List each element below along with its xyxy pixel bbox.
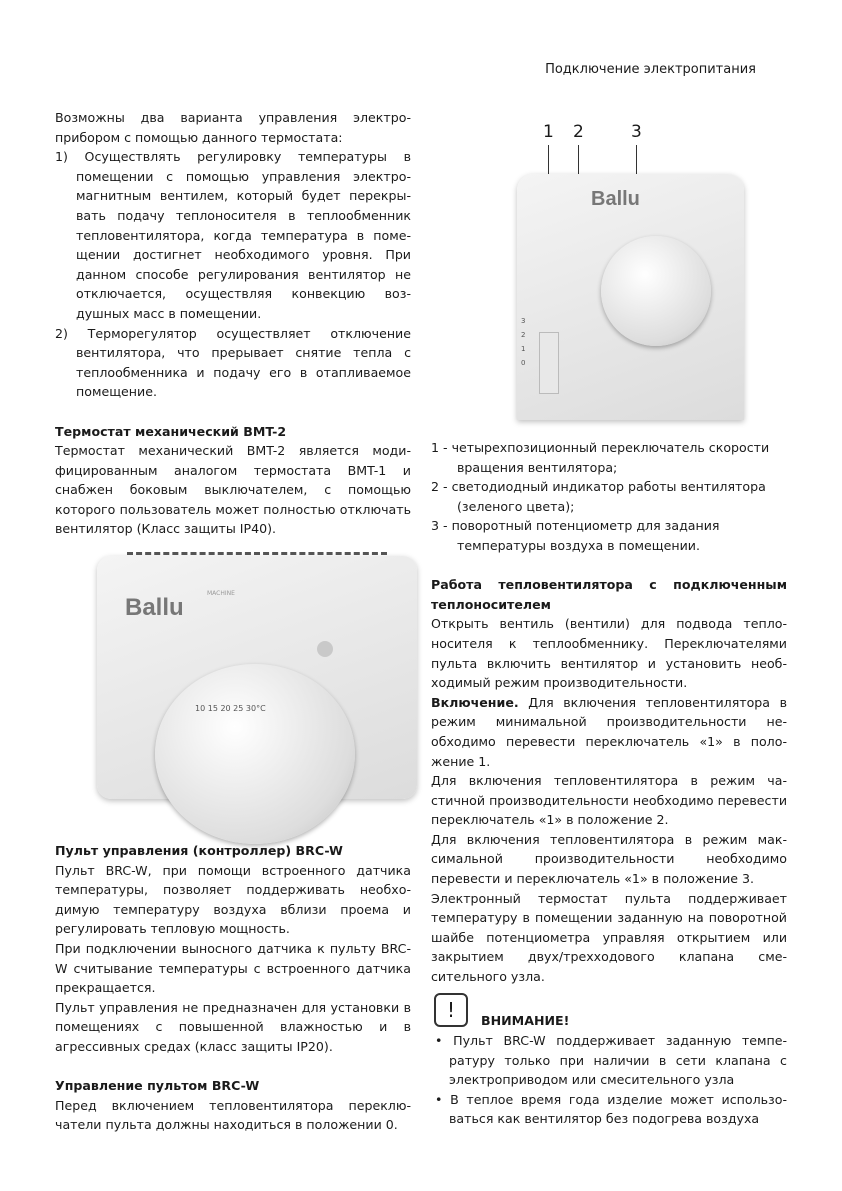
- section-heading: Термостат механический BMT-2: [55, 423, 287, 439]
- legend-item: 3 - поворотный потенциометр для задания температуры воздуха в помещении.: [431, 518, 720, 553]
- callout-label: 1: [543, 122, 554, 142]
- paragraph: Пульт управления не предназначен для установки в помещениях с повышенной влажностью и в агрессивных средах (класс защиты IP20).: [55, 999, 411, 1054]
- paragraph: Для включения тепловентилятора в режим частичной производительности необходимо перевести переключатель «1» в положение 2.: [431, 773, 787, 828]
- list-item: 2) Терморегулятор осуществляет отключение вентилятора, что прерывает снятие тепла с теплообменника и подачу его в отапливаемое помещение.: [55, 325, 411, 400]
- logo-sub: MACHINE: [207, 590, 235, 597]
- section-heading: Работа тепловентилятора с подключенным теплоносителем: [431, 577, 787, 612]
- brc-w-controller-image: [517, 174, 744, 420]
- bullet-item: • В теплое время года изделие может использоваться как вентилятор без подогрева воздуха: [435, 1091, 788, 1127]
- legend-item: 1 - четырехпозиционный переключатель скорости вращения вентилятора;: [431, 440, 770, 475]
- section-heading: Пульт управления (контроллер) BRC-W: [55, 843, 343, 858]
- legend-item: 2 - светодиодный индикатор работы вентилятора (зеленого цвета);: [431, 479, 766, 514]
- paragraph: Для включения тепловентилятора в режим максимальной производительности необходимо перевести и переключатель «1» в положение 3.: [431, 831, 787, 887]
- callout-label: 3: [631, 122, 642, 142]
- paragraph: Электронный термостат пульта поддерживает температуру в помещении заданную на поворотной шайбе потенциометра управляя открытием или закрытием двух/трехходового клапана смесительного узла.: [431, 890, 787, 985]
- switch-labels: 3 2 1 0: [521, 317, 526, 367]
- paragraph-text: Для включения тепловентилятора в режим минимальной производительности необходимо перевести переключатель «1» в положение 1.: [431, 694, 787, 769]
- warning-list: [431, 1031, 787, 1129]
- bold-label: Включение.: [431, 694, 519, 710]
- dial-scale: 10 15 20 25 30°C: [195, 704, 266, 713]
- paragraph: Перед включением тепловентилятора переключатели пульта должны находиться в положении 0.: [55, 1097, 411, 1133]
- page-header: Подключение электропитания: [545, 62, 756, 77]
- warning-title: ВНИМАНИЕ!: [481, 1013, 570, 1028]
- intro-text: Возможны два варианта управления электроприбором с помощью данного термостата:: [55, 110, 411, 145]
- right-column: [431, 438, 787, 987]
- ballu-logo: Ballu: [591, 188, 640, 210]
- callout-label: 2: [573, 122, 584, 142]
- paragraph: Открыть вентиль (вентили) для подвода теплоносителя к теплообменнику. Переключателями пульта включить вентилятор и установить необходимый режим производительности.: [431, 616, 787, 691]
- left-column-bottom: [55, 841, 411, 1135]
- bullet-item: • Пульт BRC-W поддерживает заданную температуру только при наличии в сети клапана с электроприводом или смесительного узла: [435, 1033, 787, 1088]
- paragraph: Пульт BRC-W, при помощи встроенного датчика температуры, позволяет поддерживать необходимую температуру воздуха вблизи проема и регулировать тепловую мощность.: [55, 862, 411, 937]
- paragraph: [431, 693, 787, 771]
- speed-switch[interactable]: [539, 332, 559, 394]
- temperature-dial[interactable]: [155, 664, 355, 844]
- ballu-logo: Ballu: [125, 594, 184, 621]
- indicator-icon: [317, 641, 333, 657]
- warning-icon: !: [434, 993, 468, 1027]
- paragraph: Термостат механический BMT-2 является модифицированным аналогом термостата BMT-1 и снабжен боковым выключателем, с помощью которого пользователь может полностью отключать вентилятор (Класс защиты IP40).: [55, 443, 411, 537]
- left-column: [55, 108, 411, 539]
- list-item: 1) Осуществлять регулировку температуры в помещении с помощью управления электромагнитным вентилем, который будет перекрывать подачу теплоносителя в теплообменник тепловентилятора, когда температура в помещении достигнет необходимого уровня. При данном способе регулирования вентилятор не отключается, осуществляя конвекцию воздушных масс в помещении.: [55, 149, 411, 321]
- paragraph: При подключении выносного датчика к пульту BRC-W считывание температуры с встроенного датчика прекращается.: [55, 940, 411, 996]
- bmt2-thermostat-image: [97, 556, 417, 799]
- potentiometer-knob[interactable]: [601, 236, 711, 346]
- section-heading: Управление пультом BRC-W: [55, 1078, 260, 1094]
